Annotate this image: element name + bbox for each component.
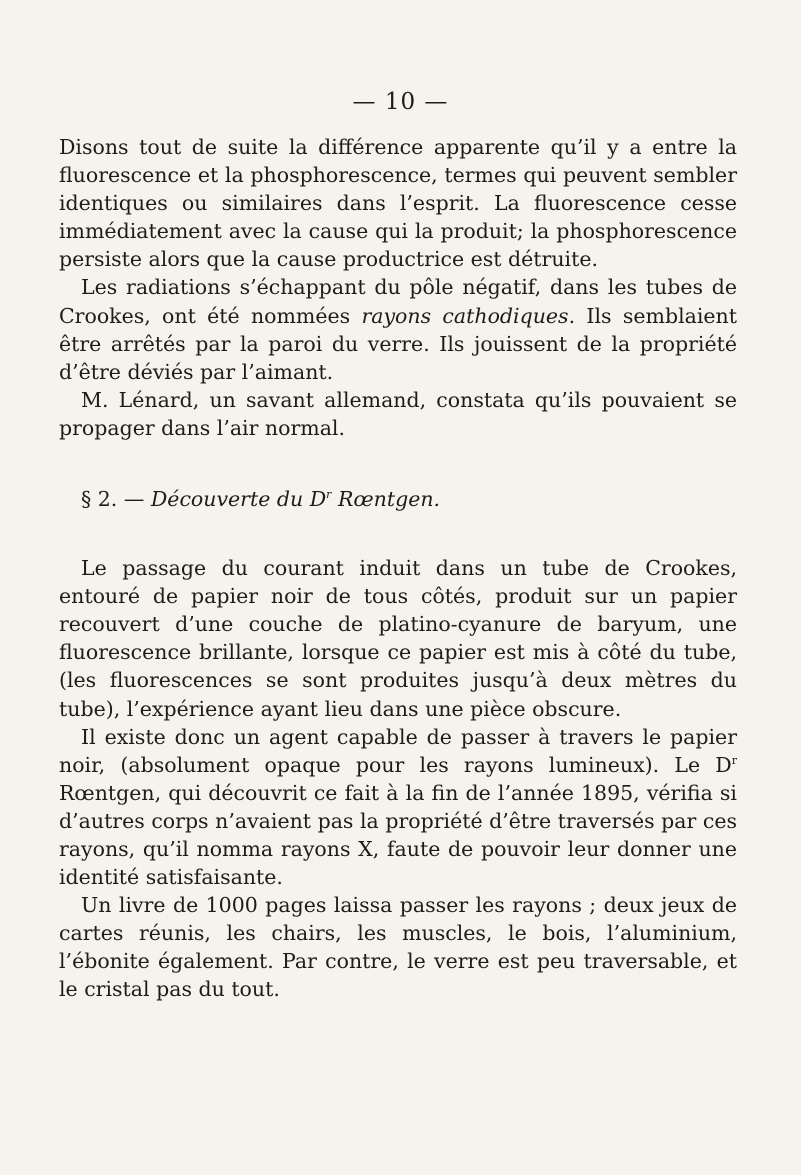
paragraph-cathode-rays bbox=[59, 273, 737, 385]
paragraph-transparency-results: Un livre de 1000 pages laissa passer les rayons ; deux jeux de cartes réunis, les chairs, les muscles, le bois, l’aluminium, l’ébonite également. Par contre, le verre est peu traversable, et le cristal pas du tout. bbox=[59, 893, 737, 1002]
page-body bbox=[59, 133, 737, 1004]
doctor-abbreviation-superscript-body: r bbox=[731, 753, 737, 767]
page-number: — 10 — bbox=[352, 89, 449, 115]
section-number: § 2. bbox=[81, 487, 118, 512]
paragraph-experiment: Le passage du courant induit dans un tube de Crookes, entouré de papier noir de tous côtés, produit sur un papier recouvert d’une couche de platino-cyanure de baryum, une fluorescence brillante, lorsque ce papier est mis à côté du tube, (les fluorescences se sont produites jusqu’à deux mètres du tube), l’expérience ayant lieu dans une pièce obscure. bbox=[59, 556, 737, 721]
paragraph-lenard: M. Lénard, un savant allemand, constata qu’ils pouvaient se propager dans l’air normal. bbox=[59, 387, 737, 440]
doctor-abbreviation-superscript: r bbox=[326, 488, 332, 502]
paragraph-cathode-rays-text-end: . Ils semblaient être arrêtés par la paroi du verre. Ils jouissent de la propriété d’être déviés par l’aimant. bbox=[59, 303, 737, 384]
paragraph-roentgen-text-start: Il existe donc un agent capable de passer à travers le papier noir, (absolument opaque pour les rayons lumineux). Le D bbox=[59, 724, 737, 777]
section-title-name: Rœntgen. bbox=[331, 487, 441, 512]
section-title bbox=[151, 487, 440, 511]
section-heading bbox=[59, 485, 737, 513]
paragraph-roentgen-text-end: Rœntgen, qui découvrit ce fait à la fin de l’année 1895, vérifia si d’autres corps n’avaient pas la propriété d’être traversés par ces rayons, qu’il nomma rayons X, faute de pouvoir leur donner une identité satisfaisante. bbox=[59, 780, 737, 890]
paragraph-fluorescence-definition: Disons tout de suite la différence apparente qu’il y a entre la fluorescence et la phosphorescence, termes qui peuvent sembler identiques ou similaires dans l’esprit. La fluorescence cesse immédiatement avec la cause qui la produit; la phosphorescence persiste alors que la cause productrice est détruite. bbox=[59, 135, 737, 272]
paragraph-cathode-rays-text-start: Les radiations s’échappant du pôle négatif, dans les tubes de Crookes, ont été nommées bbox=[59, 275, 737, 328]
cathode-rays-term: rayons cathodiques bbox=[361, 303, 569, 328]
paragraph-roentgen-discovery bbox=[59, 723, 737, 892]
section-dash: — bbox=[117, 487, 151, 512]
section-title-start: Découverte du D bbox=[150, 487, 327, 512]
